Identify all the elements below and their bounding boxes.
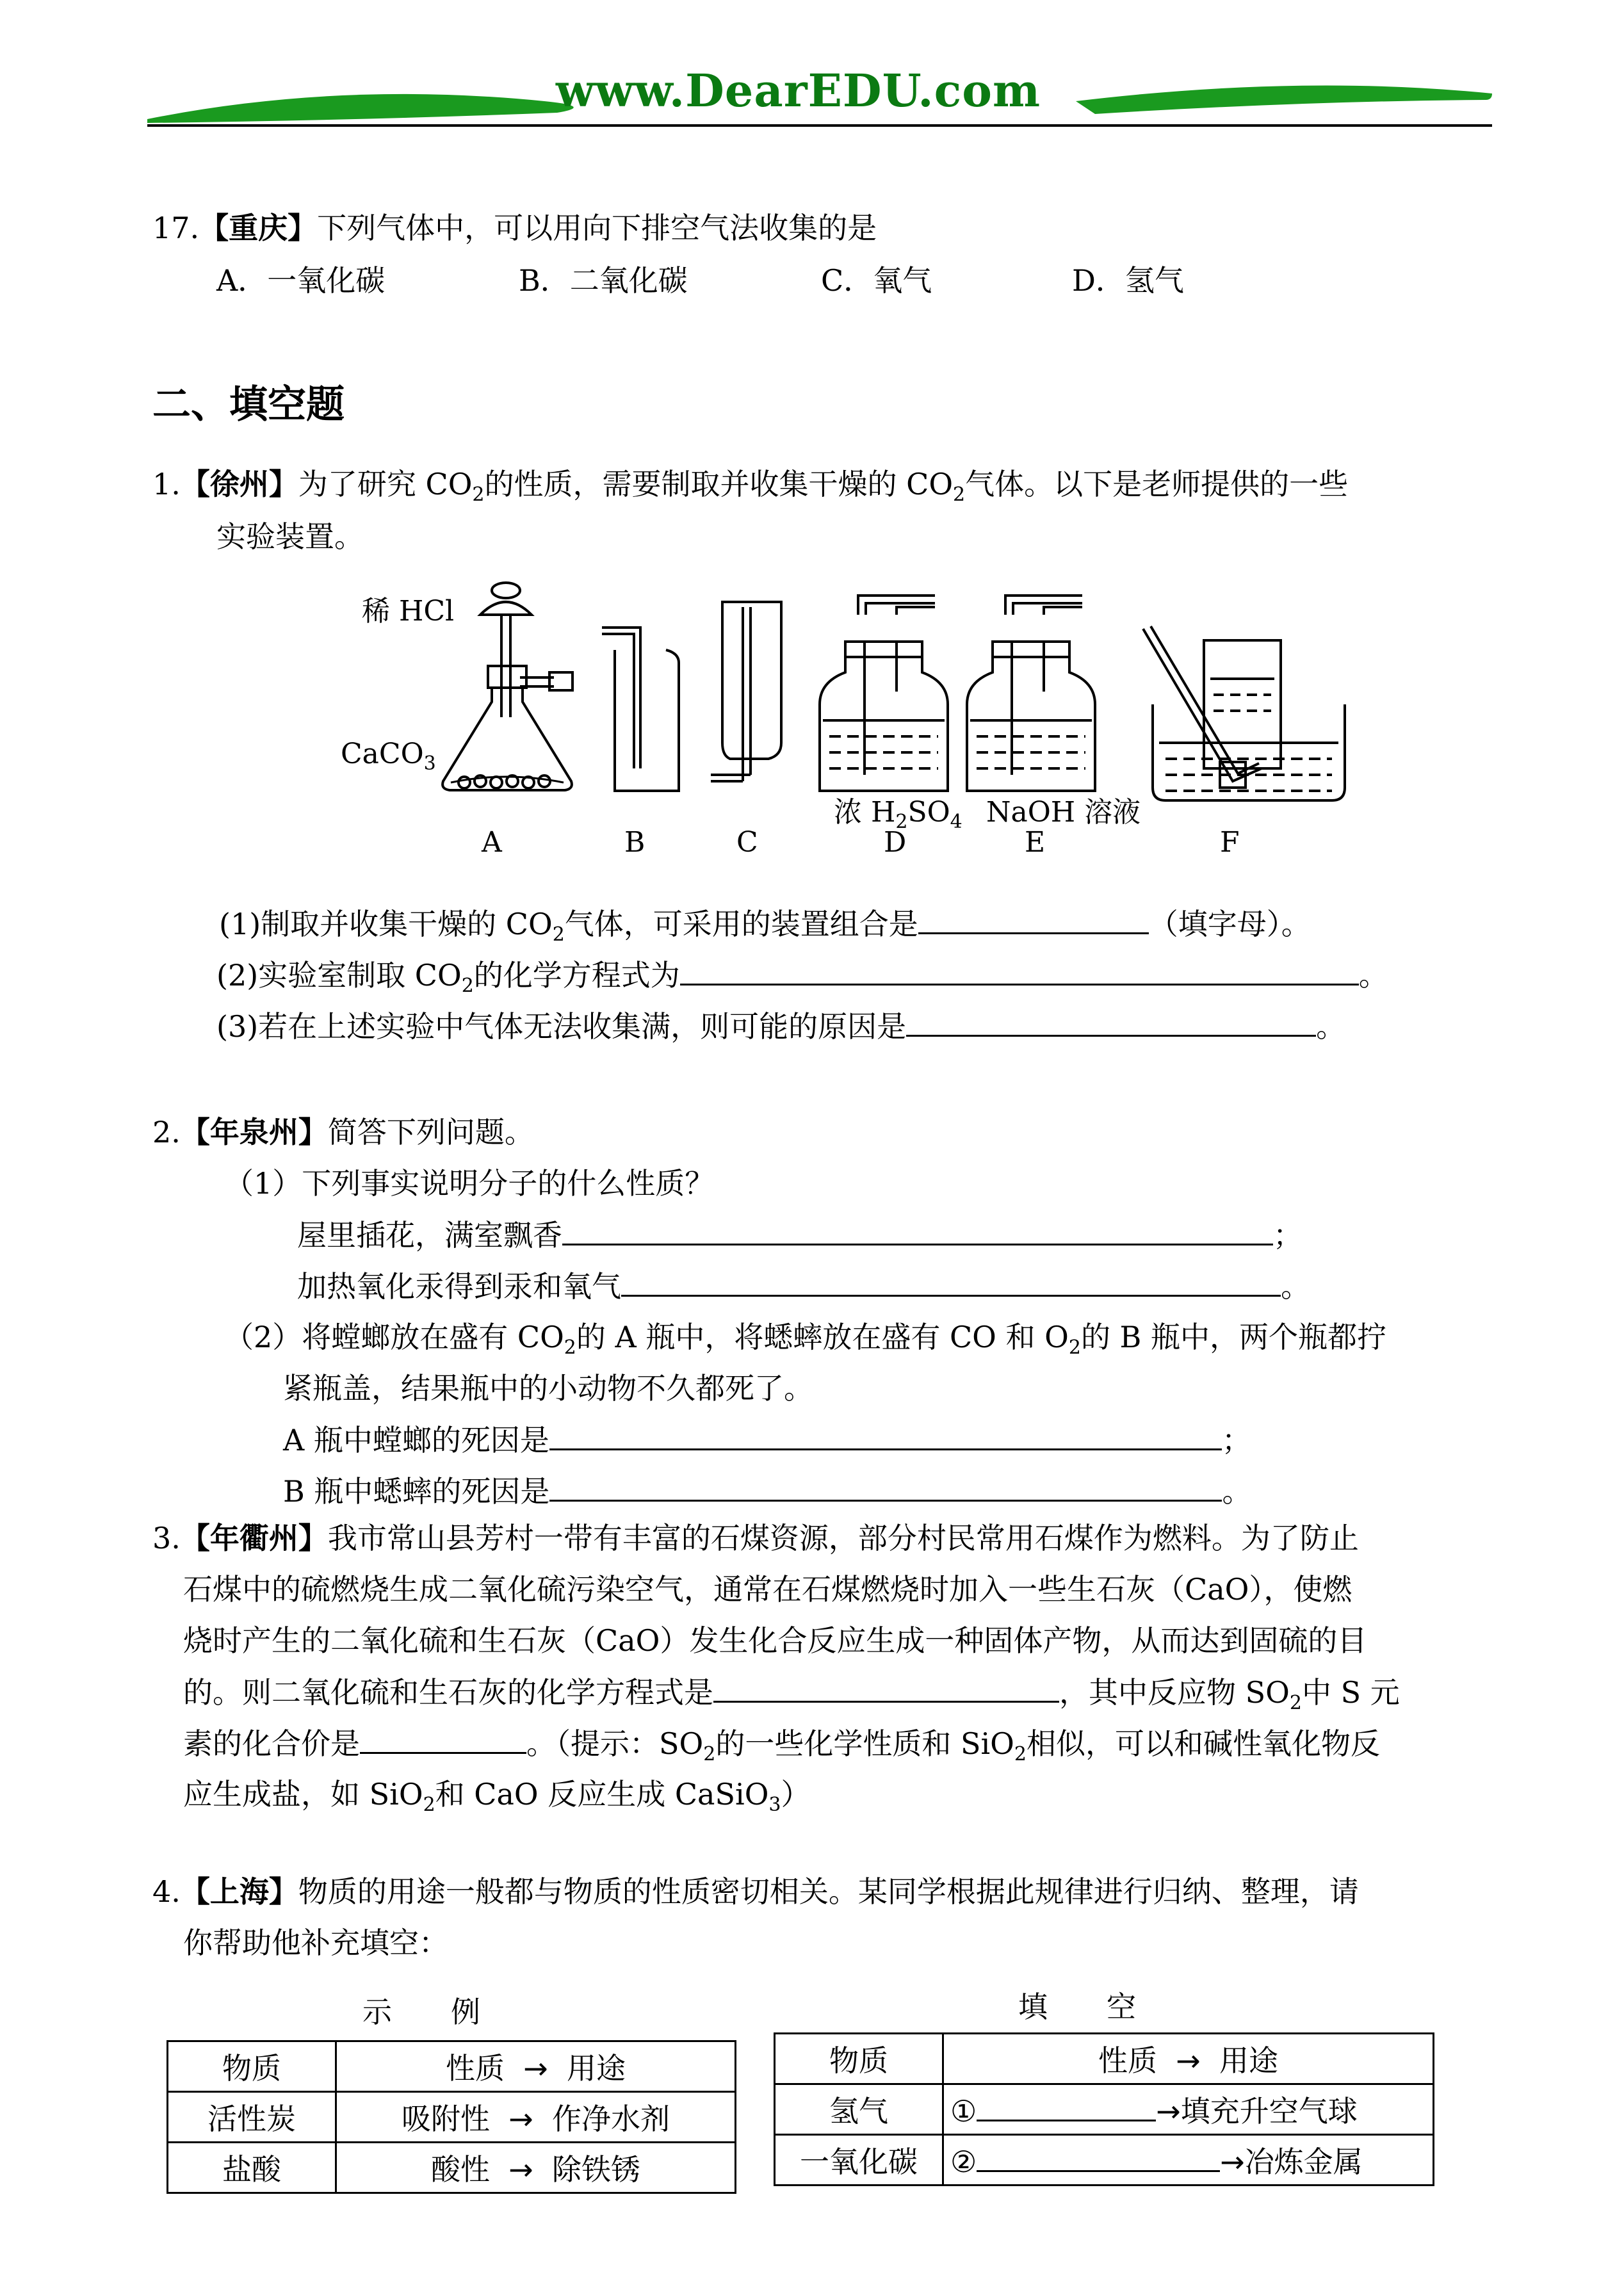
q17-region: 【重庆】 <box>199 211 318 245</box>
answer-blank[interactable] <box>549 1472 1222 1502</box>
table-header-cell: 物质 <box>168 2041 336 2092</box>
label-d-b: SO <box>907 796 950 829</box>
q1-p2-c: 。 <box>1358 958 1388 993</box>
sub: 2 <box>1068 1336 1081 1359</box>
arrow-icon: → <box>1156 2094 1181 2129</box>
table-cell: 盐酸 <box>168 2143 336 2193</box>
table-header-cell <box>336 2041 736 2092</box>
table-cell: 活性炭 <box>168 2092 336 2143</box>
table-cell <box>943 2084 1434 2135</box>
q2-part2-line-b <box>283 1472 1251 1511</box>
table-header-cell <box>943 2034 1434 2084</box>
right-table-caption: 填 空 <box>1018 1990 1136 2024</box>
q2-p1-l2: 加热氧化汞得到汞和氧气 <box>297 1269 621 1304</box>
q2-number: 2. <box>152 1115 181 1149</box>
answer-blank[interactable] <box>621 1267 1281 1297</box>
apparatus-a <box>443 583 572 790</box>
sub: 3 <box>768 1794 781 1816</box>
cell-text: 酸性 <box>430 2152 490 2187</box>
label-caco3 <box>341 738 436 775</box>
letter-a: A <box>482 826 502 859</box>
answer-blank[interactable] <box>360 1724 526 1754</box>
sub: 2 <box>423 1794 435 1816</box>
q3-line5-b: 。（提示：SO <box>526 1726 704 1761</box>
answer-blank[interactable] <box>549 1420 1222 1450</box>
sub: 4 <box>950 811 962 833</box>
q3-line6-b: 和 CaO 反应生成 CaSiO <box>435 1777 769 1812</box>
table-cell <box>336 2143 736 2193</box>
q1-stem-c: 气体。以下是老师提供的一些 <box>965 467 1349 501</box>
q1-p3-a: (3)若在上述实验中气体无法收集满，则可能的原因是 <box>216 1009 907 1044</box>
q1-p1-a: (1)制取并收集干燥的 CO <box>219 907 553 941</box>
header-logo-text: www.DearEDU.com <box>556 64 1041 117</box>
left-table-caption: 示 例 <box>362 1995 480 2029</box>
q3-line6 <box>183 1775 811 1816</box>
arrow-icon: → <box>1176 2043 1201 2078</box>
cell-text: 用途 <box>567 2051 626 2086</box>
table-row <box>775 2034 1434 2084</box>
label-d-a: 浓 H <box>834 796 896 829</box>
apparatus-f <box>1143 626 1345 800</box>
sub: 2 <box>564 1336 576 1359</box>
q3-line4-c: 中 S 元 <box>1301 1675 1400 1710</box>
table-row <box>168 2143 736 2193</box>
q4-line1-text: 物质的用途一般都与物质的性质密切相关。某同学根据此规律进行归纳、整理，请 <box>298 1874 1359 1909</box>
answer-blank[interactable] <box>680 955 1359 985</box>
letter-e: E <box>1025 826 1046 859</box>
q3-line4-b: ，其中反应物 SO <box>1059 1675 1290 1710</box>
q4-line2: 你帮助他补充填空： <box>183 1926 448 1960</box>
table-row <box>168 2041 736 2092</box>
cell-text: ① <box>950 2094 977 2129</box>
q1-stem <box>152 465 1349 506</box>
sub: 2 <box>552 923 565 946</box>
q17-stem-text: 下列气体中，可以用向下排空气法收集的是 <box>317 211 877 245</box>
q17-number: 17. <box>152 211 200 245</box>
table-row <box>168 2092 736 2143</box>
q2-part2-line2: 紧瓶盖，结果瓶中的小动物不久都死了。 <box>283 1371 813 1406</box>
q1-p1-b: 气体，可采用的装置组合是 <box>564 907 918 941</box>
punct: 。 <box>1281 1269 1310 1304</box>
q3-number: 3. <box>152 1521 181 1555</box>
apparatus-e <box>967 596 1095 791</box>
q2-stem <box>152 1113 534 1151</box>
answer-blank[interactable] <box>977 2145 1220 2172</box>
q3-line5-c: 的一些化学性质和 SiO <box>715 1726 1014 1761</box>
fill-table <box>774 2032 1434 2186</box>
q3-line6-c: ） <box>781 1777 811 1812</box>
answer-blank[interactable] <box>918 904 1149 934</box>
q3-region: 【年衢州】 <box>180 1521 328 1555</box>
q3-line4 <box>183 1673 1400 1712</box>
punct: ； <box>1221 1423 1251 1457</box>
q17-option-c: C．氧气 <box>821 263 932 298</box>
sub: 2 <box>461 975 474 997</box>
q1-part1 <box>219 904 1311 946</box>
cell-text: 除铁锈 <box>552 2152 641 2187</box>
table-row <box>775 2084 1434 2135</box>
cell-text: 冶炼金属 <box>1244 2145 1363 2179</box>
label-dilute-hcl: 稀 HCl <box>362 595 455 628</box>
q2-region: 【年泉州】 <box>180 1115 328 1149</box>
sub: 2 <box>895 811 908 833</box>
answer-blank[interactable] <box>713 1673 1059 1703</box>
q3-line2: 石煤中的硫燃烧生成二氧化硫污染空气，通常在石煤燃烧时加入一些生石灰（CaO），使燃 <box>183 1572 1352 1607</box>
answer-blank[interactable] <box>562 1215 1273 1245</box>
table-header-cell: 物质 <box>775 2034 943 2084</box>
apparatus-d <box>820 596 948 791</box>
q4-line1 <box>152 1872 1359 1911</box>
table-cell <box>336 2092 736 2143</box>
q2-part2-line-a <box>283 1420 1251 1459</box>
arrow-icon: → <box>508 2152 533 2187</box>
section-title: 二、填空题 <box>152 382 345 427</box>
q1-p2-b: 的化学方程式为 <box>473 958 680 993</box>
q17-option-a: A．一氧化碳 <box>216 263 386 298</box>
q2-p2-a: （2）将螳螂放在盛有 CO <box>224 1320 564 1354</box>
answer-blank[interactable] <box>977 2094 1156 2121</box>
q3-line4-a: 的。则二氧化硫和生石灰的化学方程式是 <box>183 1675 713 1710</box>
cell-text: 性质 <box>445 2051 505 2086</box>
letter-f: F <box>1220 826 1240 859</box>
answer-blank[interactable] <box>906 1007 1316 1037</box>
apparatus-b <box>602 628 679 791</box>
q2-stem-text: 简答下列问题。 <box>327 1115 534 1149</box>
label-naoh: NaOH 溶液 <box>986 796 1141 829</box>
q3-line3: 烧时产生的二氧化硫和生石灰（CaO）发生化合反应生成一种固体产物，从而达到固硫的目 <box>183 1623 1367 1658</box>
q2-part2 <box>224 1318 1386 1359</box>
q2-p2-l1: A 瓶中螳螂的死因是 <box>283 1423 549 1457</box>
letter-b: B <box>624 826 646 859</box>
punct: ； <box>1273 1218 1303 1253</box>
q3-line5-d: 相似，可以和碱性氧化物反 <box>1026 1726 1380 1761</box>
q2-p2-c: 的 B 瓶中，两个瓶都拧 <box>1080 1320 1386 1354</box>
q2-part1-line1 <box>297 1215 1303 1254</box>
sub: 2 <box>472 483 485 506</box>
q2-part1: （1）下列事实说明分子的什么性质？ <box>224 1166 715 1201</box>
q2-p2-l2: B 瓶中蟋蟀的死因是 <box>283 1474 550 1509</box>
q17-stem <box>152 209 877 247</box>
q1-p1-c: （填字母）。 <box>1148 907 1311 941</box>
arrow-icon: → <box>508 2102 533 2136</box>
table-cell <box>943 2135 1434 2186</box>
apparatus-c <box>711 602 781 781</box>
q1-number: 1. <box>152 467 181 501</box>
letter-d: D <box>884 826 907 859</box>
sub: 3 <box>423 752 436 775</box>
cell-text: 用途 <box>1219 2043 1279 2078</box>
table-cell: 一氧化碳 <box>775 2135 943 2186</box>
q1-part3 <box>216 1007 1345 1046</box>
q4-region: 【上海】 <box>180 1874 298 1909</box>
sub: 2 <box>703 1743 716 1765</box>
cell-text: 吸附性 <box>401 2102 490 2136</box>
q4-number: 4. <box>152 1874 181 1909</box>
label-conc-h2so4 <box>834 789 962 833</box>
q1-stem-b: 的性质，需要制取并收集干燥的 CO <box>484 467 954 501</box>
cell-text: 性质 <box>1098 2043 1157 2078</box>
cell-text: 填充升空气球 <box>1180 2094 1358 2129</box>
q1-p3-b: 。 <box>1316 1009 1346 1044</box>
sub: 2 <box>953 483 966 506</box>
q2-part1-line2 <box>297 1267 1310 1306</box>
q2-p1-l1: 屋里插花，满室飘香 <box>297 1218 562 1253</box>
q1-p2-a: (2)实验室制取 CO <box>216 958 462 993</box>
arrow-icon: → <box>523 2051 548 2086</box>
cell-text: 作净水剂 <box>552 2102 670 2136</box>
example-table <box>166 2040 736 2194</box>
q3-line1 <box>152 1519 1359 1557</box>
punct: 。 <box>1222 1474 1252 1509</box>
table-cell: 氢气 <box>775 2084 943 2135</box>
q1-stem-a: 为了研究 CO <box>298 467 473 501</box>
q2-p2-b: 的 A 瓶中，将蟋蟀放在盛有 CO 和 O <box>576 1320 1069 1354</box>
q17-option-b: B．二氧化碳 <box>519 263 688 298</box>
cell-text: ② <box>950 2145 977 2179</box>
table-row <box>775 2135 1434 2186</box>
q3-line6-a: 应生成盐，如 SiO <box>183 1777 423 1812</box>
q3-line5 <box>183 1724 1380 1763</box>
letter-c: C <box>736 826 758 859</box>
sub: 2 <box>1014 1743 1027 1765</box>
sub: 2 <box>1289 1692 1302 1714</box>
q17-option-d: D．氢气 <box>1072 263 1184 298</box>
q1-part2 <box>216 955 1388 997</box>
q3-line1-text: 我市常山县芳村一带有丰富的石煤资源，部分村民常用石煤作为燃料。为了防止 <box>327 1521 1359 1555</box>
q1-region: 【徐州】 <box>180 467 298 501</box>
q1-stem-line2: 实验装置。 <box>216 519 364 554</box>
arrow-icon: → <box>1220 2145 1245 2179</box>
q3-line5-a: 素的化合价是 <box>183 1726 360 1761</box>
label-caco3-text: CaCO <box>341 738 424 770</box>
